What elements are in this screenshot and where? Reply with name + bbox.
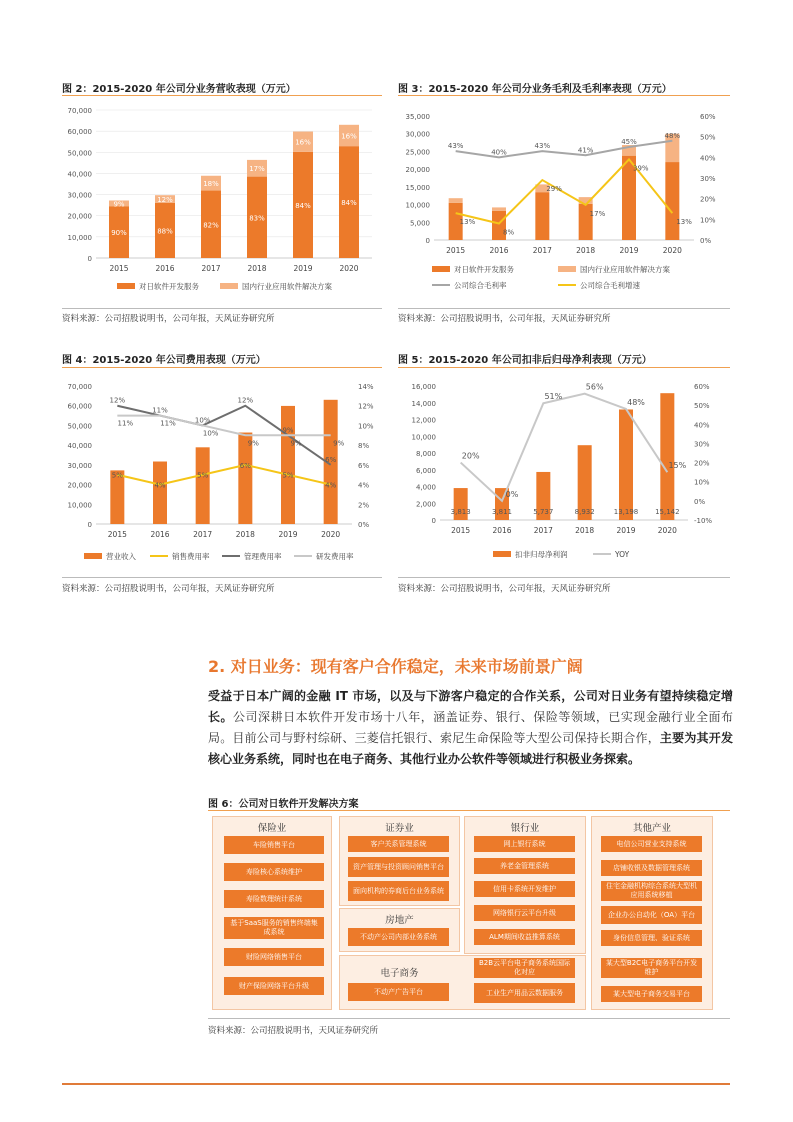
bar-revenue xyxy=(153,462,167,524)
data-label: 15,142 xyxy=(655,508,680,516)
fig2-bottom-rule xyxy=(62,308,382,309)
legend-label: 对日软件开发服务 xyxy=(139,282,199,291)
y-tick-label: 8,000 xyxy=(415,450,436,458)
fig6-securities-item: 面向机构的券商后台业务系统 xyxy=(348,881,449,901)
data-label: 11% xyxy=(160,419,176,428)
y2-tick-label: 4% xyxy=(358,481,370,490)
data-label: 90% xyxy=(111,229,127,238)
y2-tick-label: 8% xyxy=(358,442,370,451)
data-label: 82% xyxy=(203,221,219,230)
fig2-top-rule xyxy=(62,95,382,96)
fig6-others-head: 其他产业 xyxy=(632,823,671,834)
y2-tick-label: 60% xyxy=(694,383,710,391)
fig6-ecommerce-head: 电子商务 xyxy=(380,968,419,979)
x-tick-label: 2018 xyxy=(576,246,596,255)
legend-swatch xyxy=(220,283,238,289)
legend-swatch xyxy=(558,266,576,272)
x-tick-label: 2018 xyxy=(235,530,255,539)
data-label: 84% xyxy=(295,201,311,210)
x-tick-label: 2017 xyxy=(533,526,553,535)
y-tick-label: 15,000 xyxy=(405,183,430,192)
data-label: 9% xyxy=(282,426,294,435)
fig6-insurance-item: 寿险数理统计系统 xyxy=(224,890,324,908)
fig6-ecommerce-item: 工业生产用品云数据服务 xyxy=(474,983,575,1003)
x-tick-label: 2015 xyxy=(109,264,129,273)
y2-tick-label: 12% xyxy=(358,402,374,411)
data-label: 5% xyxy=(197,471,209,480)
data-label: 88% xyxy=(157,227,173,236)
data-label: 17% xyxy=(249,165,265,174)
para-normal: 公司深耕日本软件开发市场十八年，涵盖证券、银行、保险等领域，已实现金融行业全面布局。目前公司与野村综研、三菱信托银行、索尼生命保险等大型公司保持长期合作， xyxy=(208,710,733,745)
y2-tick-label: 0% xyxy=(700,237,712,245)
fig6-ecommerce-item: B2B云平台电子商务系统国际化对应 xyxy=(474,958,575,978)
data-label: 9% xyxy=(247,439,259,448)
y2-tick-label: 40% xyxy=(694,421,710,430)
section-paragraph xyxy=(208,686,733,770)
fig6-securities-item: 资产管理与投资顾问销售平台 xyxy=(348,857,449,877)
x-tick-label: 2017 xyxy=(532,246,552,255)
data-label: 5% xyxy=(282,471,294,480)
fig4-source: 资料来源：公司招股说明书，公司年报，天风证券研究所 xyxy=(62,584,275,594)
fig6-others-item: 电信公司营业支持系统 xyxy=(601,836,702,852)
fig6-insurance-item: 寿险核心系统维护 xyxy=(224,863,324,881)
fig6-securities-item: 客户关系管理系统 xyxy=(348,836,449,852)
legend-swatch xyxy=(117,283,135,289)
x-tick-label: 2015 xyxy=(446,246,466,255)
legend-label: 营业收入 xyxy=(106,552,136,561)
x-tick-label: 2016 xyxy=(150,530,170,539)
x-tick-label: 2016 xyxy=(489,246,509,255)
fig6-others-item: 住宅金融机构综合系统大型机应用系统移植 xyxy=(601,881,702,901)
data-label: 4% xyxy=(154,481,166,490)
fig4-chart xyxy=(62,372,382,570)
y-tick-label: 16,000 xyxy=(411,383,436,391)
data-label: 12% xyxy=(109,396,126,405)
bar-japan-dev-profit xyxy=(535,192,549,240)
data-label: 29% xyxy=(546,185,562,194)
y2-tick-label: 50% xyxy=(700,133,716,142)
y-tick-label: 20,000 xyxy=(67,481,92,490)
fig6-others-item: 某大型电子商务交易平台 xyxy=(601,986,702,1002)
fig6-ecommerce-item: 不动产广告平台 xyxy=(348,983,449,1001)
y-tick-label: 50,000 xyxy=(67,422,92,431)
y-tick-label: 20,000 xyxy=(67,212,92,221)
data-label: 6% xyxy=(239,461,251,470)
line-rd-ratio xyxy=(117,416,330,436)
data-label: 9% xyxy=(290,439,302,448)
y2-tick-label: 60% xyxy=(700,113,716,121)
y-tick-label: 70,000 xyxy=(67,383,92,391)
fig3-chart xyxy=(398,98,730,298)
fig6-others-item: 店铺收银及数据管理系统 xyxy=(601,860,702,876)
fig4-bottom-rule xyxy=(62,577,382,578)
data-label: 11% xyxy=(152,406,168,415)
data-label: 56% xyxy=(585,382,604,392)
data-label: 84% xyxy=(341,199,357,208)
fig6-top-rule xyxy=(208,810,730,811)
bar-revenue xyxy=(196,447,210,524)
data-label: 9% xyxy=(333,439,345,448)
data-label: 12% xyxy=(157,196,173,205)
y2-tick-label: 40% xyxy=(700,154,716,163)
y-tick-label: 10,000 xyxy=(67,233,92,242)
fig6-banking-item: 养老金管理系统 xyxy=(474,858,575,874)
y2-tick-label: 30% xyxy=(700,175,716,183)
data-label: 18% xyxy=(203,180,219,189)
data-label: 48% xyxy=(627,397,645,407)
fig6-banking-item: ALM期间收益推算系统 xyxy=(474,929,575,945)
fig2-chart xyxy=(62,98,382,298)
data-label: 16% xyxy=(295,138,311,147)
legend-swatch xyxy=(432,266,450,272)
fig5-source: 资料来源：公司招股说明书，公司年报，天风证券研究所 xyxy=(398,584,611,594)
data-label: 48% xyxy=(664,131,681,140)
fig6-others-item: 某大型B2C电子商务平台开发维护 xyxy=(601,958,702,978)
y2-tick-label: 30% xyxy=(694,440,710,449)
y-tick-label: 6,000 xyxy=(415,466,436,475)
y-tick-label: 70,000 xyxy=(67,107,92,115)
page-bottom-rule xyxy=(62,1083,730,1085)
y-tick-label: 25,000 xyxy=(405,148,430,157)
fig3-bottom-rule xyxy=(398,308,730,309)
y-tick-label: 30,000 xyxy=(405,130,430,139)
y2-tick-label: 10% xyxy=(694,478,710,487)
y-tick-label: 14,000 xyxy=(411,399,436,408)
bar-domestic-profit xyxy=(449,198,463,203)
x-tick-label: 2018 xyxy=(247,264,267,273)
y2-tick-label: 6% xyxy=(358,461,370,470)
fig6-source: 资料来源：公司招股说明书，天风证券研究所 xyxy=(208,1026,379,1036)
y-tick-label: 40,000 xyxy=(67,442,92,451)
legend-swatch xyxy=(84,553,102,559)
data-label: 11% xyxy=(117,419,134,428)
fig6-realestate-head: 房地产 xyxy=(385,915,414,926)
data-label: 6% xyxy=(325,455,337,464)
x-tick-label: 2018 xyxy=(575,526,595,535)
data-label: 13% xyxy=(459,218,476,227)
x-tick-label: 2020 xyxy=(657,526,677,535)
fig3-title: 图 3：2015-2020 年公司分业务毛利及毛利率表现（万元） xyxy=(398,84,672,95)
bar-net-profit xyxy=(660,393,674,520)
data-label: 16% xyxy=(341,132,357,141)
data-label: 13,198 xyxy=(613,508,639,516)
data-label: 5% xyxy=(111,471,123,480)
x-tick-label: 2017 xyxy=(201,264,221,273)
fig6-insurance-item: 基于SaaS服务的销售终端集成系统 xyxy=(224,917,324,939)
y2-tick-label: 50% xyxy=(694,402,710,411)
bar-net-profit xyxy=(619,409,633,520)
bar-japan-dev-profit xyxy=(665,162,679,240)
data-label: 51% xyxy=(544,392,563,402)
fig6-banking-item: 网上银行系统 xyxy=(474,836,575,852)
data-label: 5,737 xyxy=(533,508,554,516)
y-tick-label: 4,000 xyxy=(415,483,436,492)
data-label: 0% xyxy=(505,489,519,499)
y-tick-label: 50,000 xyxy=(67,149,92,158)
data-label: 10% xyxy=(194,416,211,425)
fig6-title: 图 6：公司对日软件开发解决方案 xyxy=(208,799,359,810)
legend-label: 扣非归母净利润 xyxy=(515,550,568,559)
x-tick-label: 2020 xyxy=(339,264,359,273)
legend-label: 公司综合毛利率 xyxy=(454,281,507,290)
fig6-securities-head: 证券业 xyxy=(385,823,414,834)
data-label: 8,932 xyxy=(574,508,595,516)
data-label: 39% xyxy=(633,164,649,173)
y-tick-label: 0 xyxy=(87,521,92,529)
x-tick-label: 2019 xyxy=(616,526,636,535)
fig6-banking-item: 信用卡系统开发维护 xyxy=(474,881,575,897)
y2-tick-label: 20% xyxy=(700,195,716,204)
y-tick-label: 35,000 xyxy=(405,113,430,121)
y2-tick-label: 10% xyxy=(700,216,716,225)
x-tick-label: 2019 xyxy=(293,264,313,273)
y-tick-label: 60,000 xyxy=(67,402,92,411)
data-label: 10% xyxy=(202,429,219,438)
y-tick-label: 20,000 xyxy=(405,166,430,175)
y-tick-label: 30,000 xyxy=(67,191,92,200)
data-label: 40% xyxy=(491,148,507,157)
data-label: 45% xyxy=(621,138,637,146)
legend-label: 销售费用率 xyxy=(172,552,210,561)
x-tick-label: 2015 xyxy=(451,526,471,535)
x-tick-label: 2015 xyxy=(107,530,127,539)
y-tick-label: 12,000 xyxy=(411,416,436,425)
data-label: 43% xyxy=(447,142,464,151)
y-tick-label: 0 xyxy=(431,517,436,525)
data-label: 4% xyxy=(325,481,337,490)
x-tick-label: 2016 xyxy=(155,264,175,273)
data-label: 20% xyxy=(461,451,480,461)
fig6-bottom-rule xyxy=(208,1018,730,1019)
data-label: 43% xyxy=(534,142,551,151)
para-bold-1: 受益于日本广阔的金融 IT 市场，以及与下游客户稳定的合作关系，公司对日业务有望持续稳定增长。 xyxy=(208,689,733,724)
data-label: 83% xyxy=(249,214,265,223)
x-tick-label: 2016 xyxy=(492,526,512,535)
legend-label: 对日软件开发服务 xyxy=(454,265,514,274)
y2-tick-label: 14% xyxy=(358,383,374,391)
bar-domestic-profit xyxy=(492,207,506,211)
data-label: 41% xyxy=(577,146,594,155)
y2-tick-label: 20% xyxy=(694,459,710,468)
y-tick-label: 60,000 xyxy=(67,128,92,137)
section-title: 2. 对日业务：现有客户合作稳定，未来市场前景广阔 xyxy=(208,657,583,676)
bar-revenue xyxy=(281,406,295,524)
fig5-top-rule xyxy=(398,367,730,368)
y2-tick-label: 10% xyxy=(358,422,374,431)
y2-tick-label: 2% xyxy=(358,501,370,510)
line-gross-margin xyxy=(456,141,673,158)
fig6-others-item: 企业办公自动化（OA）平台 xyxy=(601,906,702,924)
fig5-chart xyxy=(398,372,730,570)
data-label: 12% xyxy=(237,396,254,405)
x-tick-label: 2020 xyxy=(321,530,341,539)
fig6-others-item: 身份信息管理、验证系统 xyxy=(601,930,702,946)
y-tick-label: 0 xyxy=(425,237,430,245)
fig3-source: 资料来源：公司招股说明书，公司年报，天风证券研究所 xyxy=(398,314,611,324)
y-tick-label: 10,000 xyxy=(405,201,430,210)
line-yoy xyxy=(461,394,668,501)
y-tick-label: 10,000 xyxy=(411,433,436,442)
y-tick-label: 0 xyxy=(87,255,92,263)
fig4-top-rule xyxy=(62,367,382,368)
fig4-title: 图 4：2015-2020 年公司费用表现（万元） xyxy=(62,355,266,366)
legend-label: 公司综合毛利增速 xyxy=(580,281,640,290)
fig6-banking-head: 银行业 xyxy=(510,823,540,834)
legend-swatch xyxy=(493,551,511,557)
x-tick-label: 2019 xyxy=(619,246,639,255)
data-label: 13% xyxy=(676,218,692,227)
y-tick-label: 40,000 xyxy=(67,170,92,179)
data-label: 17% xyxy=(589,209,606,218)
legend-label: 管理费用率 xyxy=(244,552,282,561)
x-tick-label: 2017 xyxy=(193,530,213,539)
fig6-insurance-item: 车险销售平台 xyxy=(224,836,324,854)
data-label: 8% xyxy=(503,228,515,237)
data-label: 3,813 xyxy=(450,508,471,516)
fig3-top-rule xyxy=(398,95,730,96)
line-selling-ratio xyxy=(117,465,330,485)
fig6-insurance-item: 财产保险网络平台升级 xyxy=(224,977,324,995)
data-label: 3,811 xyxy=(491,508,513,516)
fig5-bottom-rule xyxy=(398,577,730,578)
y2-tick-label: -10% xyxy=(694,517,713,525)
fig5-title: 图 5：2015-2020 年公司扣非后归母净利表现（万元） xyxy=(398,355,652,366)
fig6-insurance-head: 保险业 xyxy=(257,823,287,834)
fig6-realestate-item: 不动产公司内部业务系统 xyxy=(348,928,449,946)
y-tick-label: 30,000 xyxy=(67,461,92,470)
legend-label: 国内行业应用软件解决方案 xyxy=(580,265,670,274)
x-tick-label: 2019 xyxy=(278,530,298,539)
data-label: 9% xyxy=(113,200,125,209)
fig6-banking-item: 网络银行云平台升级 xyxy=(474,905,575,921)
fig6-insurance-item: 财险网络销售平台 xyxy=(224,948,324,966)
legend-label: 国内行业应用软件解决方案 xyxy=(242,282,332,291)
y-tick-label: 2,000 xyxy=(415,500,436,509)
x-tick-label: 2020 xyxy=(662,246,682,255)
y2-tick-label: 0% xyxy=(358,521,370,529)
data-label: 15% xyxy=(668,461,687,471)
legend-label: 研发费用率 xyxy=(316,552,354,561)
y-tick-label: 10,000 xyxy=(67,501,92,510)
fig2-source: 资料来源：公司招股说明书，公司年报，天风证券研究所 xyxy=(62,314,275,324)
legend-label: YOY xyxy=(615,550,630,559)
y-tick-label: 5,000 xyxy=(409,219,430,228)
para-bold-2: 主要为其开发核心业务系统，同时也在电子商务、其他行业办公软件等领域进行积极业务探索。 xyxy=(208,731,733,766)
y2-tick-label: 0% xyxy=(694,497,706,506)
fig2-title: 图 2：2015-2020 年公司分业务营收表现（万元） xyxy=(62,84,296,95)
